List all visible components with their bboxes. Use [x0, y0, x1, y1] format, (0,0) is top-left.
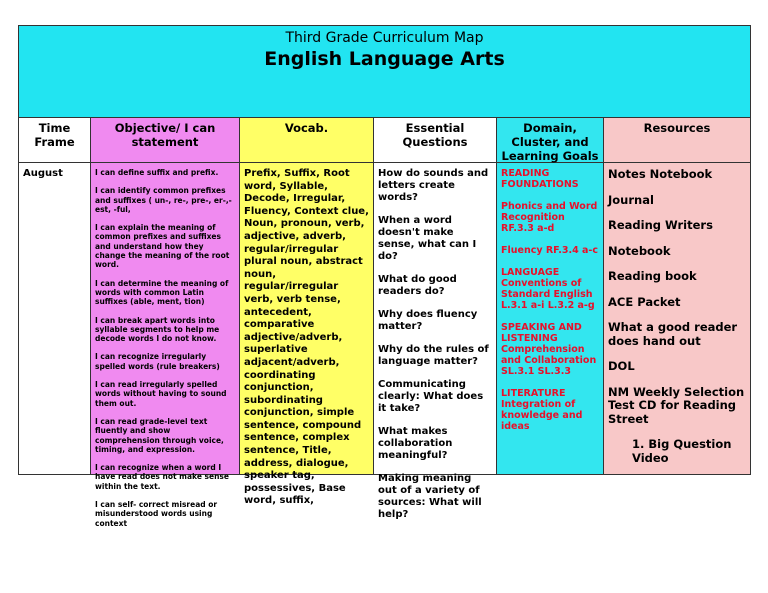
resource-item: DOL: [608, 359, 635, 373]
question-item: Why do the rules of language matter?: [378, 344, 489, 367]
vocab-column: [240, 118, 374, 507]
resource-item: Reading book: [608, 269, 697, 283]
objective-item: I can recognize when a word I have read does not make sense within the text.: [95, 463, 229, 491]
objective-item: I can recognize irregularly spelled words (rule breakers): [95, 352, 220, 371]
standard-item: LANGUAGE Conventions of Standard English L.3.1 a-i L.3.2 a-g: [501, 267, 595, 311]
title-banner: [19, 26, 750, 118]
vocab-header: Vocab.: [240, 118, 373, 163]
objective-header: Objective/ I can statement: [91, 118, 239, 163]
question-item: Why does fluency matter?: [378, 309, 478, 332]
objective-item: I can explain the meaning of common prefixes and suffixes and understand how they change the meaning of the root word.: [95, 223, 230, 270]
resource-item: 1. Big Question Video: [632, 437, 732, 465]
month-cell: August: [23, 168, 63, 179]
question-item: When a word doesn't make sense, what can I do?: [378, 215, 477, 262]
objective-item: I can read irregularly spelled words without having to sound them out.: [95, 380, 227, 408]
resource-item: What a good reader does hand out: [608, 320, 738, 348]
resource-item: Notebook: [608, 243, 671, 258]
standard-item: Phonics and Word Recognition RF.3.3 a-d: [501, 201, 598, 234]
document-title: English Language Arts: [264, 48, 505, 70]
time-frame-header: Time Frame: [19, 118, 90, 163]
objective-item: I can break apart words into syllable segments to help me decode words I do not know.: [95, 315, 220, 344]
standard-item: SPEAKING AND LISTENING Comprehension and Collaboration SL.3.1 SL.3.3: [501, 322, 597, 377]
objective-list: [95, 168, 236, 537]
resources-list: [608, 168, 747, 477]
question-item: What makes collaboration meaningful?: [378, 426, 453, 461]
question-list: [378, 168, 493, 532]
domain-header: Domain, Cluster, and Learning Goals: [497, 118, 603, 163]
objective-item: I can identify common prefixes and suffixes ( un-, re-, pre-, er-,-est, -ful,: [95, 186, 232, 214]
essential-questions-column: [374, 118, 497, 520]
vocab-text: Prefix, Suffix, Root word, Syllable, Decode, Irregular, Fluency, Context clue, Noun, pronoun, verb, adjective, adverb, regular/irregular plural noun, abstract noun, regular/irregular verb, verb tense, antecedent, comparative adjective/adverb, superlative adjacent/adverb, coordinating conjunction, subordinating conjunction, simple sentence, compound sentence, complex sentence, Title, address, dialogue, speaker tag, possessives, Base word, suffix,: [244, 168, 369, 507]
essential-questions-header: Essential Questions: [374, 118, 496, 163]
question-item: How do sounds and letters create words?: [378, 168, 489, 203]
standards-list: [501, 168, 600, 443]
objective-item: I can determine the meaning of words with common Latin suffixes (able, ment, tion): [95, 278, 229, 307]
resources-column: [604, 118, 750, 474]
objective-item: I can define suffix and prefix.: [95, 168, 219, 177]
resources-header: Resources: [604, 118, 750, 163]
resource-item: NM Weekly Selection Test CD for Reading Street: [608, 384, 745, 426]
resource-item: Reading Writers: [608, 218, 713, 232]
objective-column: [91, 118, 240, 528]
standard-item: LITERATURE Integration of knowledge and ideas: [501, 388, 583, 432]
time-frame-column: [19, 118, 91, 474]
resource-item: Journal: [608, 192, 654, 207]
resource-item: ACE Packet: [608, 294, 681, 309]
objective-item: I can self- correct misread or misunderstood words using context: [95, 500, 218, 528]
objective-item: I can read grade-level text fluently and show comprehension through voice, timing, and expression.: [95, 416, 224, 454]
question-item: What do good readers do?: [378, 274, 457, 297]
domain-column: [497, 118, 604, 474]
document-subtitle: Third Grade Curriculum Map: [285, 30, 484, 46]
standard-item: Fluency RF.3.4 a-c: [501, 245, 598, 256]
resource-item: Notes Notebook: [608, 167, 713, 181]
question-item: Communicating clearly: What does it take?: [378, 379, 484, 414]
curriculum-map-table: [18, 25, 751, 528]
question-item: Making meaning out of a variety of sources: What will help?: [378, 473, 482, 520]
standard-item: READING FOUNDATIONS: [501, 168, 579, 190]
